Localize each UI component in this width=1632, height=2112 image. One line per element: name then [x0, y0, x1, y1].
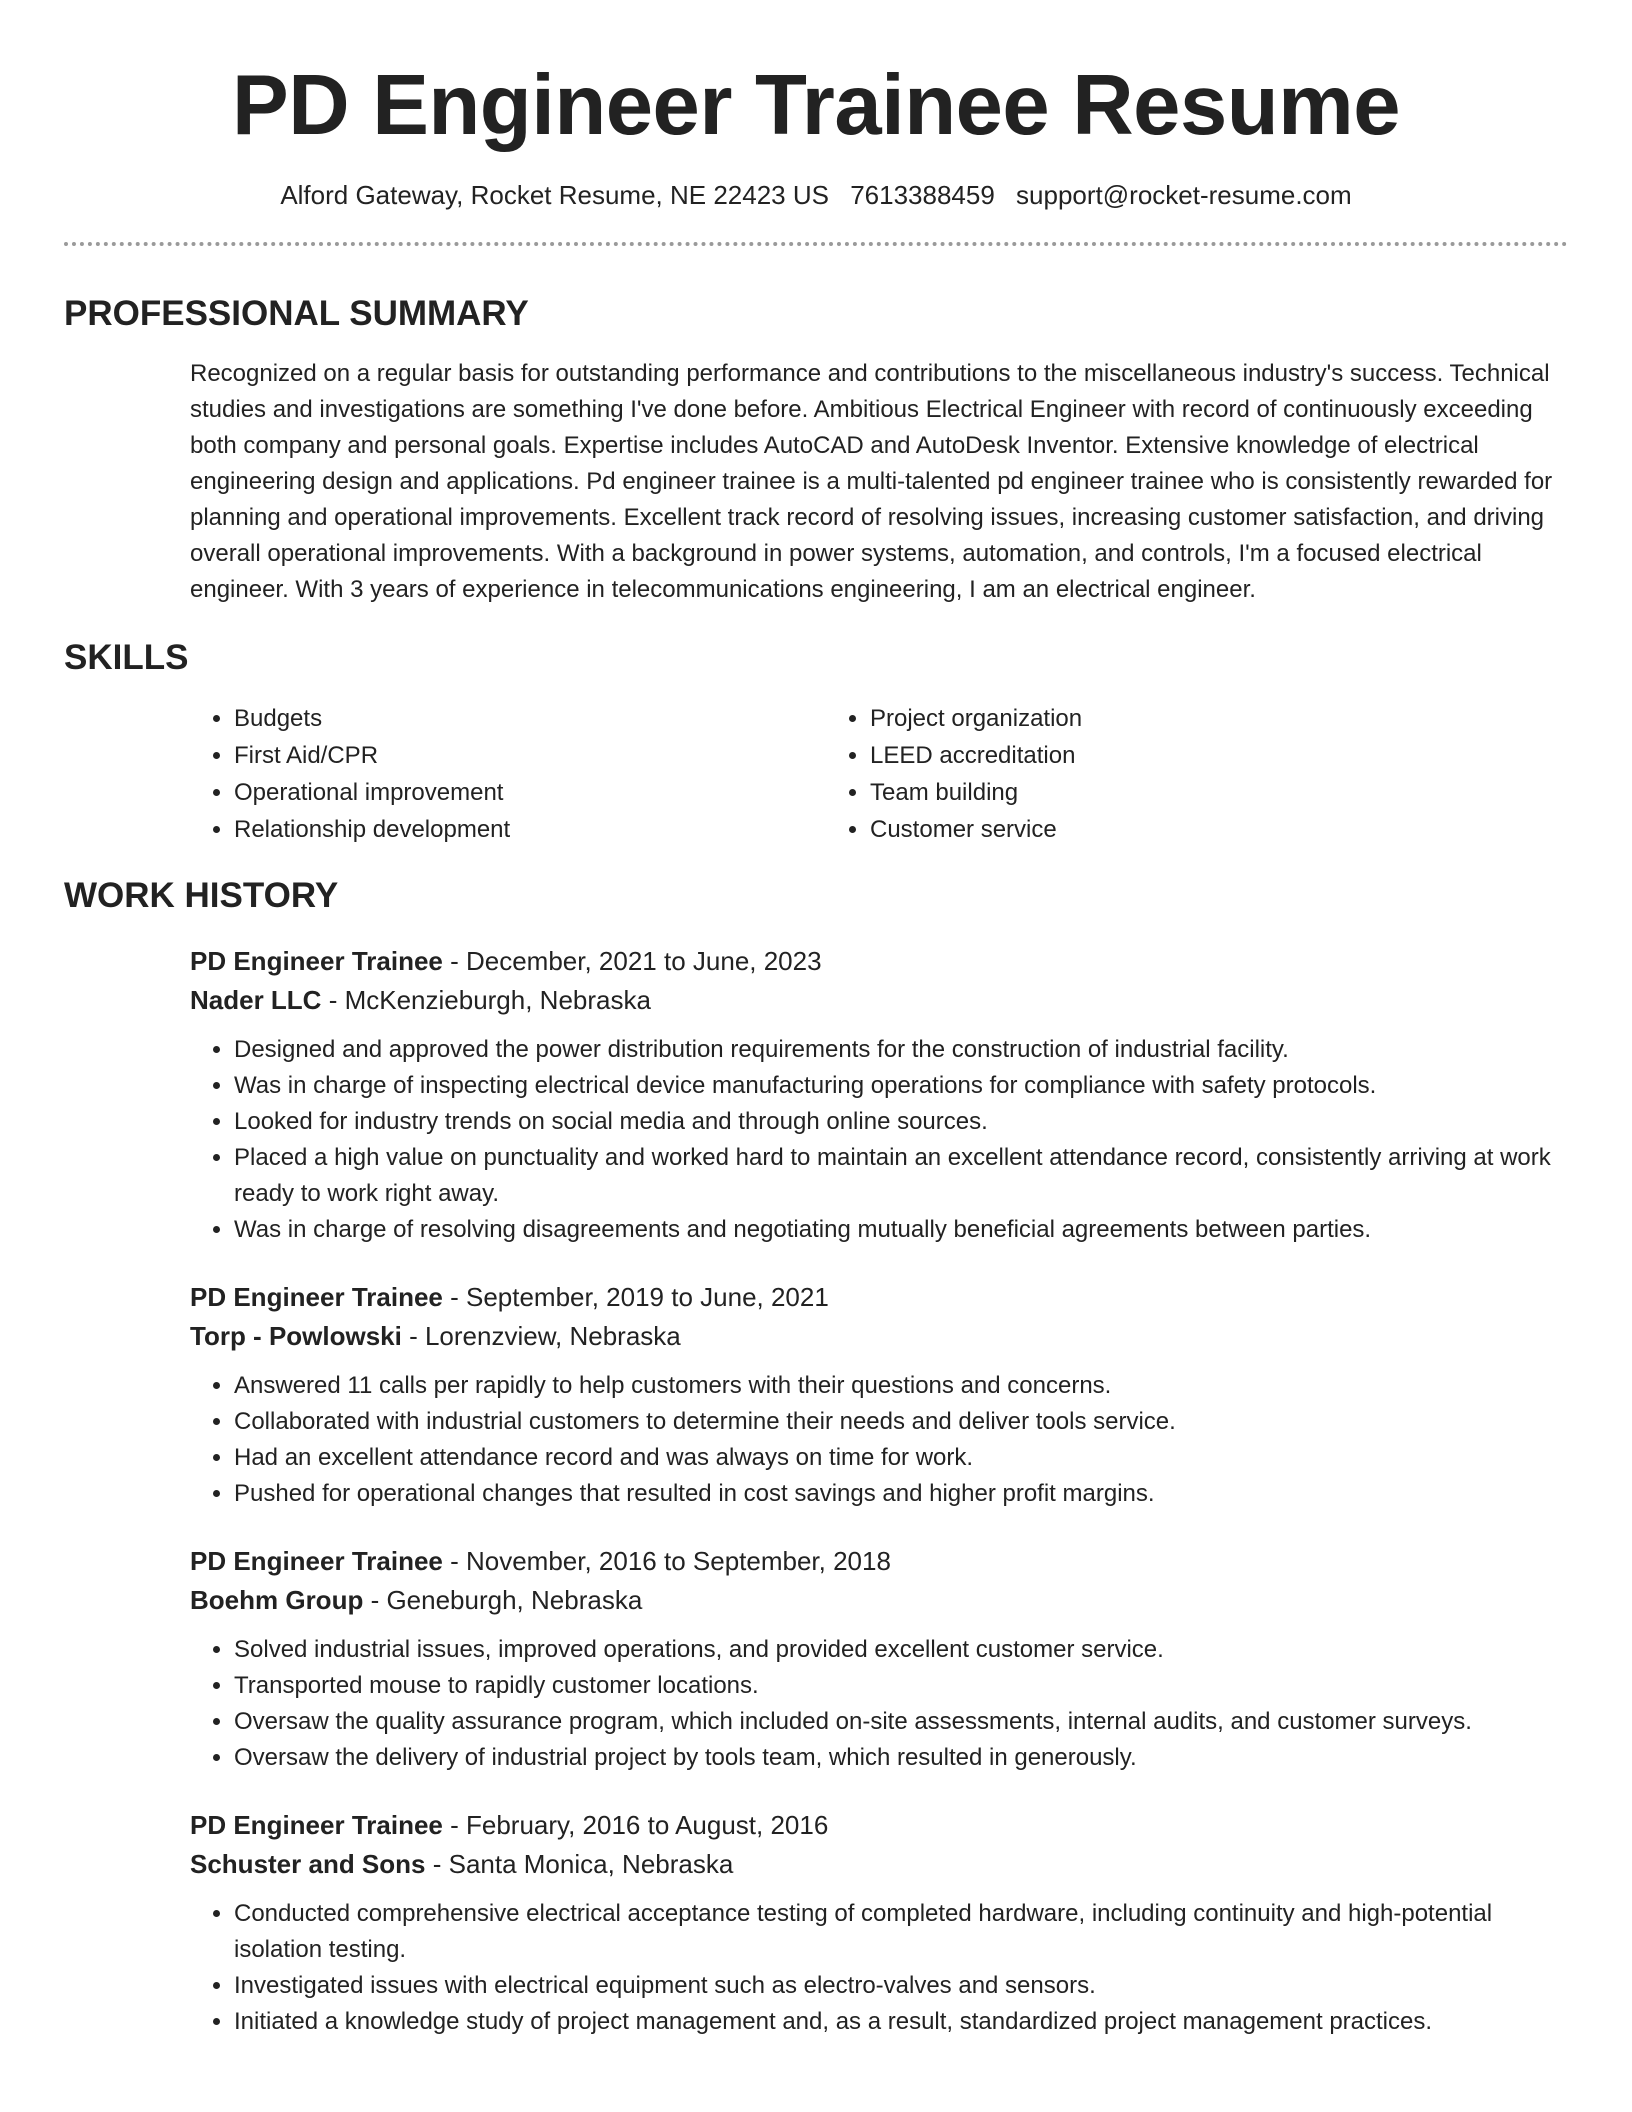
job-bullet: • Oversaw the delivery of industrial project by tools team, which resulted in generously.: [234, 1740, 1568, 1776]
job-dates: - November, 2016 to September, 2018: [442, 1546, 891, 1576]
job-entry: [190, 1806, 1568, 2040]
job-bullet: • Initiated a knowledge study of project management and, as a result, standardized project management practices.: [234, 2004, 1568, 2040]
job-bullet-list: [190, 1632, 1568, 1776]
job-entry: [190, 1278, 1568, 1512]
job-company: Nader LLC: [190, 985, 322, 1015]
skill-item: • LEED accreditation: [870, 737, 1462, 774]
skill-item: • Project organization: [870, 700, 1462, 737]
job-dates: - December, 2021 to June, 2023: [442, 946, 822, 976]
job-role-line: [190, 942, 1568, 981]
job-company-line: [190, 1317, 1568, 1356]
job-role: PD Engineer Trainee: [190, 1810, 443, 1840]
job-bullet: • Oversaw the quality assurance program, which included on-site assessments, internal audits, and customer surveys.: [234, 1704, 1568, 1740]
skill-item: • Budgets: [234, 700, 826, 737]
job-role-line: [190, 1806, 1568, 1845]
job-entry: [190, 942, 1568, 1248]
skill-item: • Operational improvement: [234, 774, 826, 811]
job-location: - Santa Monica, Nebraska: [425, 1849, 734, 1879]
job-dates: - February, 2016 to August, 2016: [442, 1810, 829, 1840]
job-dates: - September, 2019 to June, 2021: [442, 1282, 829, 1312]
job-bullet: • Designed and approved the power distribution requirements for the construction of industrial facility.: [234, 1032, 1568, 1068]
job-company-line: [190, 1581, 1568, 1620]
job-bullet: • Had an excellent attendance record and was always on time for work.: [234, 1440, 1568, 1476]
summary-text: Recognized on a regular basis for outstanding performance and contributions to the miscellaneous industry's success. Technical studies and investigations are something I've done before. Ambitious Electrical Engineer with record of continuously exceeding both company and personal goals. Expertise includes AutoCAD and AutoDesk Inventor. Extensive knowledge of electrical engineering design and applications. Pd engineer trainee is a multi-talented pd engineer trainee who is consistently rewarded for planning and operational improvements. Excellent track record of resolving issues, increasing customer satisfaction, and driving overall operational improvements. With a background in power systems, automation, and controls, I'm a focused electrical engineer. With 3 years of experience in telecommunications engineering, I am an electrical engineer.: [190, 360, 1553, 603]
job-bullet-list: [190, 1368, 1568, 1512]
job-location: - McKenzieburgh, Nebraska: [321, 985, 651, 1015]
job-bullet: • Was in charge of inspecting electrical device manufacturing operations for compliance with safety protocols.: [234, 1068, 1568, 1104]
job-bullet-list: [190, 1896, 1568, 2040]
job-role-line: [190, 1278, 1568, 1317]
job-company: Torp - Powlowski: [190, 1321, 402, 1351]
resume-title: PD Engineer Trainee Resume: [232, 58, 1400, 153]
job-bullet: • Transported mouse to rapidly customer locations.: [234, 1668, 1568, 1704]
job-bullet-list: [190, 1032, 1568, 1248]
job-role: PD Engineer Trainee: [190, 1282, 443, 1312]
job-bullet: • Placed a high value on punctuality and worked hard to maintain an excellent attendance record, consistently arriving at work ready to work right away.: [234, 1140, 1568, 1212]
job-role: PD Engineer Trainee: [190, 946, 443, 976]
job-company-line: [190, 981, 1568, 1020]
job-bullet: • Was in charge of resolving disagreements and negotiating mutually beneficial agreements between parties.: [234, 1212, 1568, 1248]
skill-item: • First Aid/CPR: [234, 737, 826, 774]
skills-heading: SKILLS: [64, 638, 189, 677]
job-company: Schuster and Sons: [190, 1849, 426, 1879]
contact-phone: 7613388459: [850, 180, 995, 210]
job-role: PD Engineer Trainee: [190, 1546, 443, 1576]
job-company: Boehm Group: [190, 1585, 364, 1615]
work-history-heading: WORK HISTORY: [64, 876, 339, 915]
job-role-line: [190, 1542, 1568, 1581]
job-location: - Lorenzview, Nebraska: [401, 1321, 681, 1351]
header-divider: [64, 242, 1568, 246]
skill-item: • Team building: [870, 774, 1462, 811]
job-entry: [190, 1542, 1568, 1776]
contact-address: Alford Gateway, Rocket Resume, NE 22423 US: [280, 180, 829, 210]
summary-heading: PROFESSIONAL SUMMARY: [64, 294, 529, 333]
skills-grid: [190, 700, 1568, 848]
skill-item: • Relationship development: [234, 811, 826, 848]
job-bullet: • Solved industrial issues, improved operations, and provided excellent customer service.: [234, 1632, 1568, 1668]
job-bullet: • Answered 11 calls per rapidly to help customers with their questions and concerns.: [234, 1368, 1568, 1404]
contact-email: support@rocket-resume.com: [1016, 180, 1352, 210]
job-location: - Geneburgh, Nebraska: [363, 1585, 643, 1615]
skill-item: • Customer service: [870, 811, 1462, 848]
contact-line: [64, 178, 1568, 212]
job-bullet: • Looked for industry trends on social media and through online sources.: [234, 1104, 1568, 1140]
skills-column-left: [190, 700, 826, 848]
skills-column-right: [826, 700, 1462, 848]
job-bullet: • Collaborated with industrial customers to determine their needs and deliver tools service.: [234, 1404, 1568, 1440]
job-bullet: • Conducted comprehensive electrical acceptance testing of completed hardware, including continuity and high-potential isolation testing.: [234, 1896, 1568, 1968]
job-bullet: • Pushed for operational changes that resulted in cost savings and higher profit margins.: [234, 1476, 1568, 1512]
job-company-line: [190, 1845, 1568, 1884]
job-bullet: • Investigated issues with electrical equipment such as electro-valves and sensors.: [234, 1968, 1568, 2004]
